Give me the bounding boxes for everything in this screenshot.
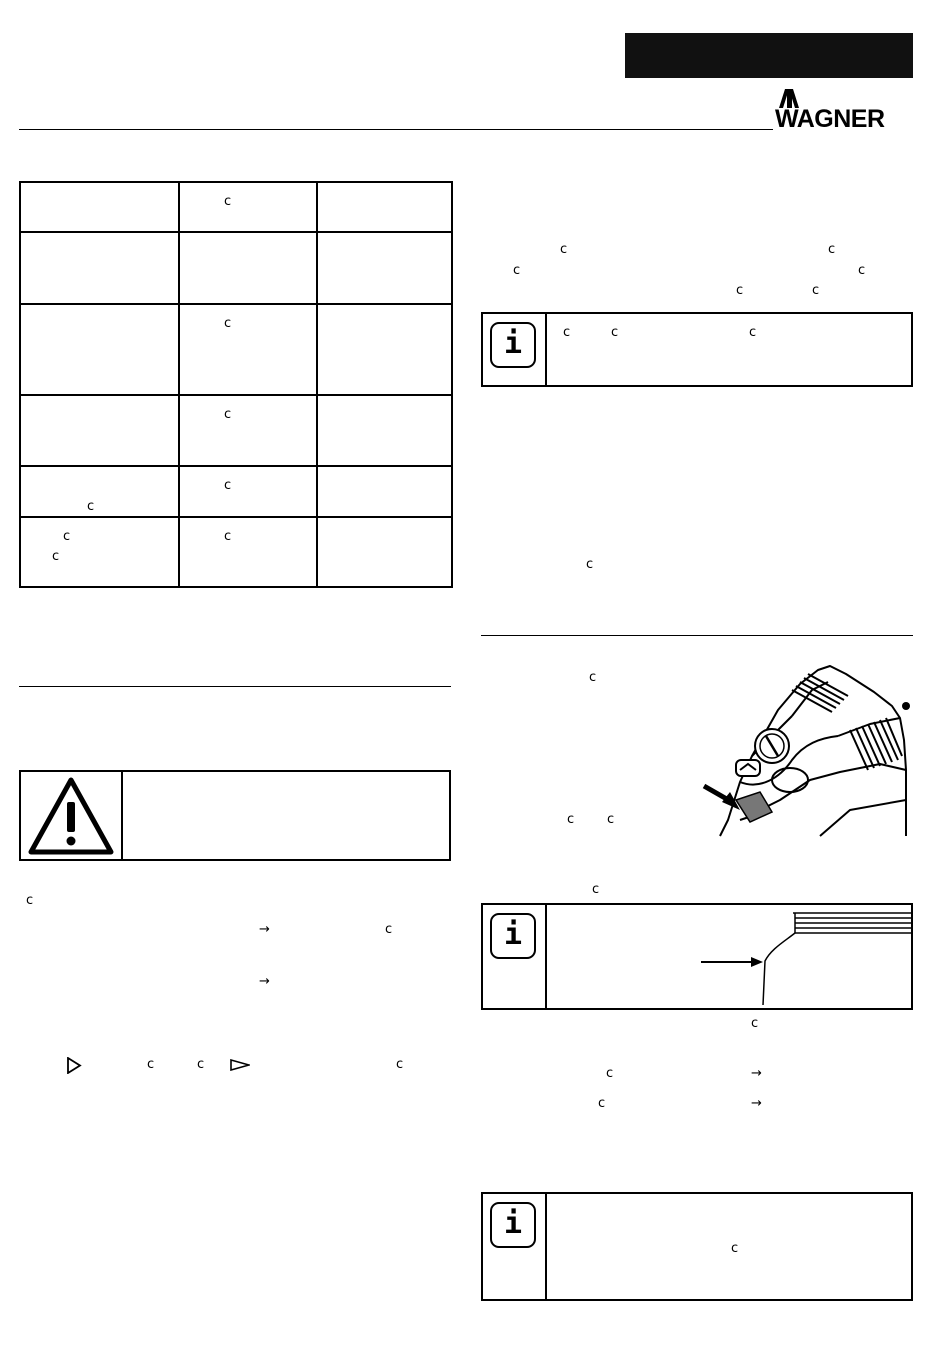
arrow-icon: → xyxy=(751,1066,762,1081)
text-fragment: c xyxy=(87,499,95,514)
sprayer-device-illustration xyxy=(700,660,914,838)
table-row xyxy=(20,304,452,395)
table-cell xyxy=(317,395,452,466)
info-icon: i xyxy=(490,1202,536,1248)
text-fragment: c xyxy=(828,242,836,257)
section-divider-right xyxy=(481,635,913,636)
table-cell xyxy=(317,466,452,517)
info-icon-cell xyxy=(483,1194,547,1299)
table-cell xyxy=(179,232,317,304)
table-cell xyxy=(20,517,179,587)
table-cell xyxy=(179,395,317,466)
text-fragment: c xyxy=(224,407,232,422)
info-note xyxy=(481,1192,913,1301)
table-cell xyxy=(317,232,452,304)
info-icon: i xyxy=(490,322,536,368)
table-cell xyxy=(179,517,317,587)
text-fragment: c xyxy=(598,1096,606,1111)
text-fragment: c xyxy=(385,922,393,937)
text-fragment: c xyxy=(396,1057,404,1072)
text-fragment: c xyxy=(197,1057,205,1072)
text-fragment: c xyxy=(224,529,232,544)
table-cell xyxy=(317,182,452,232)
info-icon-cell xyxy=(483,314,547,385)
table-cell xyxy=(179,182,317,232)
text-fragment: c xyxy=(63,529,71,544)
table-row xyxy=(20,395,452,466)
text-fragment: c xyxy=(52,549,60,564)
info-icon: i xyxy=(490,913,536,959)
arrow-icon: → xyxy=(751,1096,762,1111)
text-fragment: c xyxy=(589,670,597,685)
table-row xyxy=(20,232,452,304)
text-fragment: c xyxy=(26,893,34,908)
info-icon-cell xyxy=(483,905,547,1008)
table-cell xyxy=(20,182,179,232)
text-fragment: c xyxy=(736,283,744,298)
info-note xyxy=(481,312,913,387)
warning-icon-cell xyxy=(21,772,123,859)
warning-notice xyxy=(19,770,451,861)
text-fragment: c xyxy=(751,1016,759,1031)
text-fragment: c xyxy=(592,882,600,897)
arrow-icon: → xyxy=(259,974,270,989)
arrow-icon: → xyxy=(259,922,270,937)
text-fragment: c xyxy=(560,242,568,257)
pointer-triangle-icon xyxy=(230,1059,250,1071)
spec-table xyxy=(19,181,453,588)
wagner-logo xyxy=(775,86,915,132)
brand-name: WAGNER xyxy=(775,105,885,133)
text-fragment: c xyxy=(563,325,571,340)
table-row xyxy=(20,182,452,232)
table-cell xyxy=(20,395,179,466)
text-fragment: c xyxy=(586,557,594,572)
text-fragment: c xyxy=(224,194,232,209)
container-fill-line-illustration xyxy=(693,909,913,1009)
text-fragment: c xyxy=(607,812,615,827)
text-fragment: c xyxy=(731,1241,739,1256)
text-fragment: c xyxy=(606,1066,614,1081)
text-fragment: c xyxy=(749,325,757,340)
info-note-container xyxy=(481,903,913,1010)
table-row xyxy=(20,466,452,517)
table-cell xyxy=(179,466,317,517)
text-fragment: c xyxy=(858,263,866,278)
text-fragment: c xyxy=(567,812,575,827)
table-cell xyxy=(20,304,179,395)
text-fragment: c xyxy=(611,325,619,340)
text-fragment: c xyxy=(147,1057,155,1072)
text-fragment: c xyxy=(812,283,820,298)
text-fragment: c xyxy=(513,263,521,278)
table-row xyxy=(20,517,452,587)
table-cell xyxy=(20,232,179,304)
header-accent-bar xyxy=(625,33,913,78)
play-triangle-icon xyxy=(66,1057,82,1074)
table-cell xyxy=(317,517,452,587)
section-divider-left xyxy=(19,686,451,687)
table-cell xyxy=(317,304,452,395)
table-cell xyxy=(20,466,179,517)
header-rule xyxy=(19,129,773,130)
text-fragment: c xyxy=(224,478,232,493)
warning-icon xyxy=(21,772,121,860)
table-cell xyxy=(179,304,317,395)
text-fragment: c xyxy=(224,316,232,331)
